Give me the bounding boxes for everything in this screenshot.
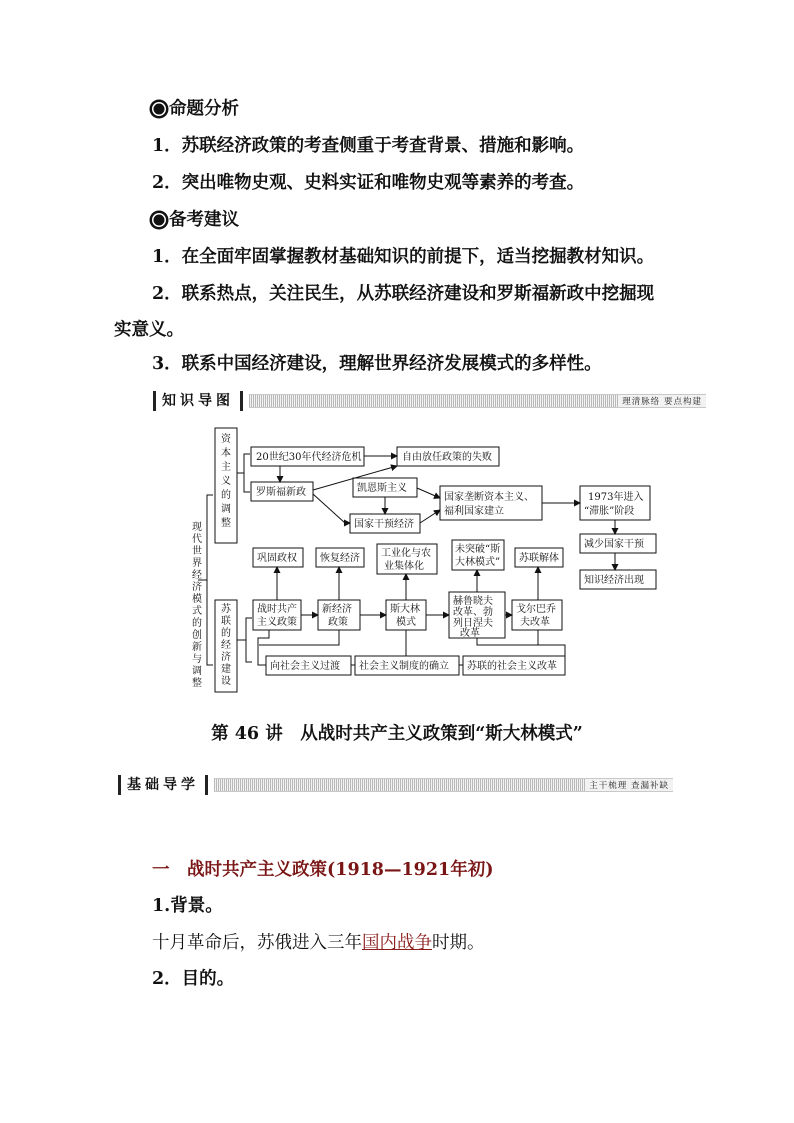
svg-text:联: 联 xyxy=(221,616,231,627)
node-khrushchev-2: 改革、勃 xyxy=(453,607,493,618)
knowledge-map-subtitle: 理清脉络 要点构建 xyxy=(618,395,706,407)
basic-guide-tag: 基础导学 xyxy=(118,775,208,795)
svg-text:济: 济 xyxy=(192,582,202,593)
advice-item-2-line-2: 实意义。 xyxy=(114,320,184,340)
svg-text:主: 主 xyxy=(221,462,231,473)
node-war-communism-2: 主义政策 xyxy=(257,617,297,628)
node-stagflation-2: “滞胀”阶段 xyxy=(584,506,635,517)
node-industrialization-2: 业集体化 xyxy=(384,561,424,572)
node-transition-socialism: 向社会主义过渡 xyxy=(270,661,340,672)
node-khrushchev-4: 改革 xyxy=(460,628,480,639)
svg-text:代: 代 xyxy=(192,534,202,545)
diagram-root-label xyxy=(192,521,202,689)
knowledge-map-tag: 知识导图 xyxy=(153,391,243,411)
basic-guide-subtitle: 主干梳理 查漏补缺 xyxy=(585,779,673,791)
highlight-civil-war: 国内战争 xyxy=(362,933,432,953)
section-1-heading: 一 战时共产主义政策(1918—1921年初) xyxy=(152,860,494,880)
svg-text:新: 新 xyxy=(192,642,202,653)
node-socialist-reform: 苏联的社会主义改革 xyxy=(467,661,557,672)
svg-text:整: 整 xyxy=(192,678,202,689)
svg-text:资: 资 xyxy=(221,434,231,445)
node-gorbachev-1: 戈尔巴乔 xyxy=(516,604,556,615)
analysis-item-1: 1．苏联经济政策的考查侧重于考查背景、措施和影响。 xyxy=(152,136,585,156)
node-laissez-faire-failure: 自由放任政策的失败 xyxy=(402,452,492,463)
svg-text:济: 济 xyxy=(221,652,231,663)
node-state-intervention: 国家干预经济 xyxy=(354,519,414,530)
analysis-heading: 命题分析 xyxy=(152,97,239,121)
banner-bar xyxy=(214,778,673,792)
svg-text:设: 设 xyxy=(221,676,231,687)
advice-item-2-line-1: 2．联系热点，关注民生，从苏联经济建设和罗斯福新政中挖掘现 xyxy=(152,284,655,304)
node-not-break-1: 未突破“斯 xyxy=(455,544,501,555)
advice-heading: 备考建议 xyxy=(152,208,239,232)
basic-guide-banner xyxy=(118,775,673,795)
node-nep-1: 新经济 xyxy=(322,604,352,615)
svg-text:经: 经 xyxy=(221,640,231,651)
node-economic-crisis: 20世纪30年代经济危机 xyxy=(256,452,362,463)
advice-item-3: 3．联系中国经济建设，理解世界经济发展模式的多样性。 xyxy=(152,354,602,374)
section-1-point-1: 1.背景。 xyxy=(152,896,223,916)
node-ussr-collapse: 苏联解体 xyxy=(519,553,559,564)
node-khrushchev-3: 列日涅夫 xyxy=(453,618,493,629)
lesson-title: 第 46 讲 从战时共产主义政策到“斯大林模式” xyxy=(211,724,583,744)
svg-text:创: 创 xyxy=(192,630,202,641)
node-consolidate-power: 巩固政权 xyxy=(257,553,297,564)
svg-text:义: 义 xyxy=(221,476,231,487)
advice-item-1: 1．在全面牢固掌握教材基础知识的前提下，适当挖掘教材知识。 xyxy=(152,247,655,267)
node-socialism-established: 社会主义制度的确立 xyxy=(359,661,449,672)
node-knowledge-economy: 知识经济出现 xyxy=(584,575,644,586)
svg-text:本: 本 xyxy=(221,448,231,459)
svg-text:式: 式 xyxy=(192,606,202,617)
svg-text:的: 的 xyxy=(221,490,231,501)
node-stagflation-1: 1973年进入 xyxy=(588,492,644,503)
svg-text:与: 与 xyxy=(192,654,202,665)
node-industrialization-1: 工业化与农 xyxy=(381,548,431,559)
branch-ussr-label xyxy=(221,602,232,687)
node-new-deal: 罗斯福新政 xyxy=(256,487,306,498)
bullet-icon xyxy=(152,213,166,227)
node-state-monopoly-2: 福利国家建立 xyxy=(444,506,504,517)
svg-text:整: 整 xyxy=(221,518,231,529)
svg-text:的: 的 xyxy=(221,628,231,639)
node-nep-2: 政策 xyxy=(328,617,348,628)
svg-text:调: 调 xyxy=(192,666,202,677)
bullet-icon xyxy=(152,102,166,116)
section-1-point-2: 2．目的。 xyxy=(152,969,235,989)
svg-text:世: 世 xyxy=(192,546,202,557)
node-stalin-model-2: 模式 xyxy=(396,617,416,628)
svg-text:苏: 苏 xyxy=(221,604,231,615)
branch-cap-label xyxy=(221,432,232,529)
knowledge-diagram xyxy=(170,420,700,695)
node-not-break-2: 大林模式” xyxy=(455,557,501,568)
node-state-monopoly-1: 国家垄断资本主义、 xyxy=(444,492,534,503)
section-1-background: 十月革命后，苏俄进入三年国内战争时期。 xyxy=(152,933,485,953)
svg-text:调: 调 xyxy=(221,504,231,515)
analysis-item-2: 2．突出唯物史观、史料实证和唯物史观等素养的考查。 xyxy=(152,173,585,193)
svg-text:经: 经 xyxy=(192,570,202,581)
banner-bar xyxy=(249,394,706,408)
svg-text:模: 模 xyxy=(192,594,202,605)
knowledge-map-banner xyxy=(153,391,706,411)
node-restore-economy: 恢复经济 xyxy=(320,553,360,564)
svg-text:的: 的 xyxy=(192,618,202,629)
node-keynesianism: 凯恩斯主义 xyxy=(357,483,407,494)
node-war-communism-1: 战时共产 xyxy=(257,604,297,615)
node-khrushchev-1: 赫鲁晓夫 xyxy=(453,596,493,607)
node-gorbachev-2: 夫改革 xyxy=(520,617,550,628)
node-reduce-intervention: 减少国家干预 xyxy=(584,539,644,550)
svg-text:界: 界 xyxy=(192,558,202,569)
node-stalin-model-1: 斯大林 xyxy=(390,604,420,615)
svg-text:建: 建 xyxy=(221,664,231,675)
root-char: 现 xyxy=(192,522,202,533)
